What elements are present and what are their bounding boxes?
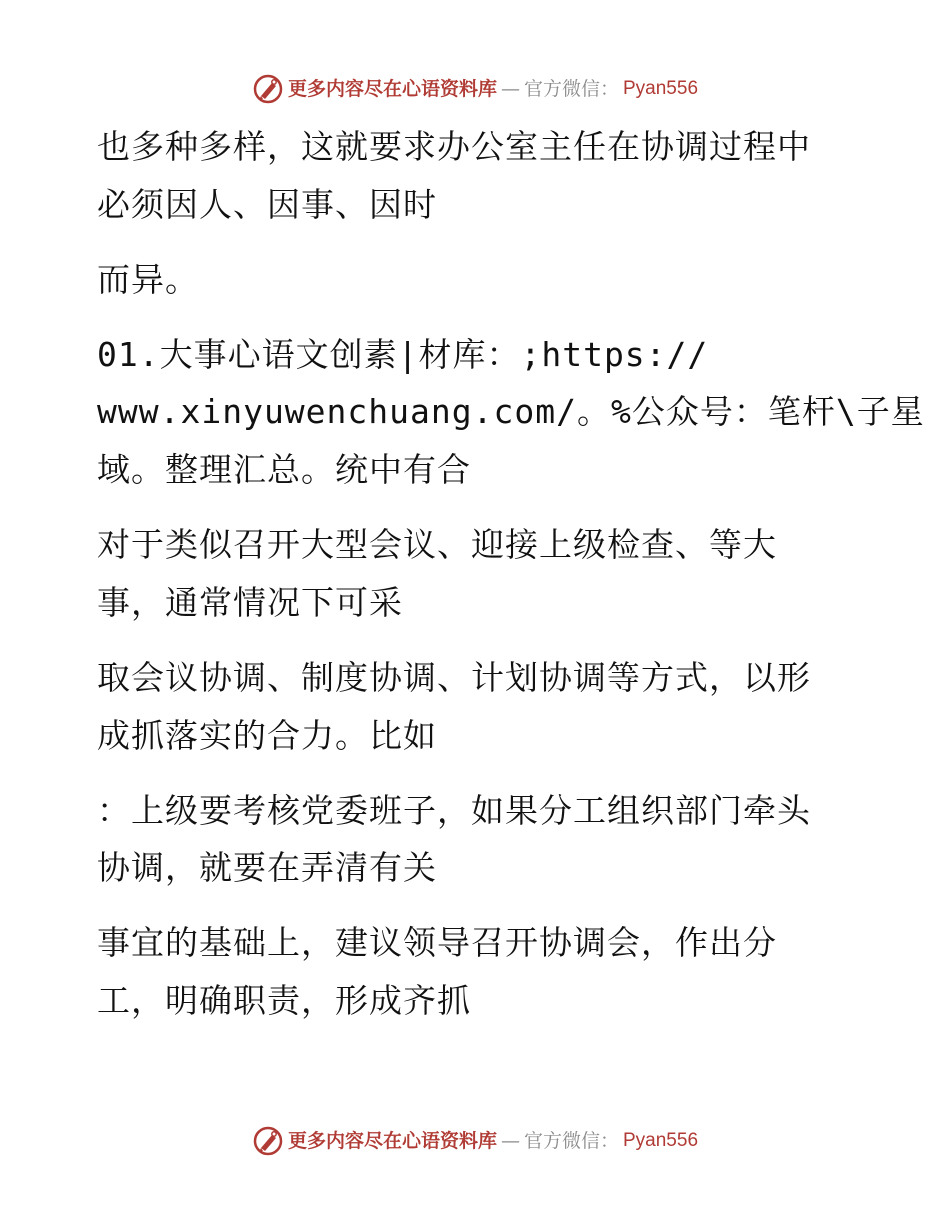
watermark-wechat-id: Pyan556 (623, 1130, 699, 1151)
watermark-wechat-id: Pyan556 (623, 78, 699, 99)
text-line: 也多种多样，这就要求办公室主任在协调过程中 (97, 127, 811, 166)
text-line: 事，通常情况下可采 (97, 583, 403, 622)
text-line: 成抓落实的合力。比如 (97, 716, 437, 755)
text-line: 工，明确职责，形成齐抓 (97, 981, 471, 1020)
text-line: 协调，就要在弄清有关 (97, 848, 437, 887)
text-line: 取会议协调、制度协调、计划协调等方式，以形 (97, 658, 811, 697)
text-line: 01.大事心语文创素|材库：;https:// (97, 335, 709, 374)
pen-logo-icon (252, 1125, 284, 1157)
watermark-sub-text: 官方微信： (523, 1130, 619, 1152)
text-line: www.xinyuwenchuang.com/。%公众号：笔杆\子星 (97, 392, 925, 431)
watermark-sub-text: 官方微信： (523, 78, 619, 100)
watermark-main-text: 更多内容尽在心语资料库 (287, 78, 497, 100)
watermark-main-text: 更多内容尽在心语资料库 (287, 1130, 497, 1152)
text-line: 而异。 (97, 260, 199, 299)
text-line: 事宜的基础上，建议领导召开协调会，作出分 (97, 923, 777, 962)
text-line: 对于类似召开大型会议、迎接上级检查、等大 (97, 525, 777, 564)
text-line: ：上级要考核党委班子，如果分工组织部门牵头 (97, 791, 811, 830)
text-line: 域。整理汇总。统中有合 (97, 450, 471, 489)
watermark-dash: — (500, 1130, 520, 1152)
text-line: 必须因人、因事、因时 (97, 185, 437, 224)
pen-logo-icon (252, 73, 284, 105)
watermark-dash: — (500, 78, 520, 100)
footer-watermark (0, 1125, 950, 1157)
header-watermark (0, 73, 950, 105)
